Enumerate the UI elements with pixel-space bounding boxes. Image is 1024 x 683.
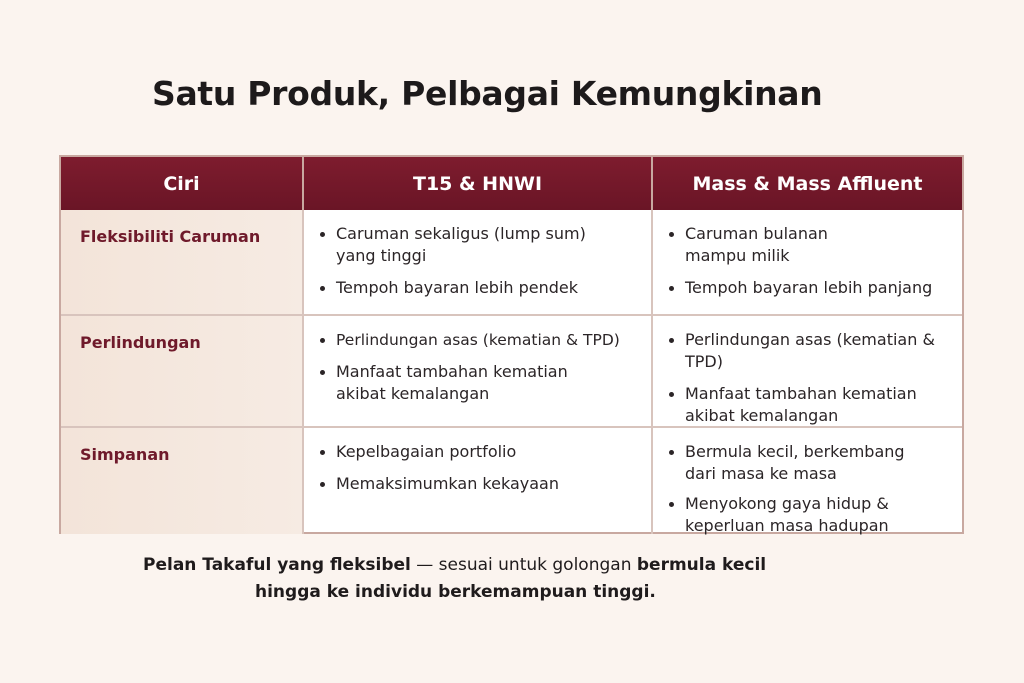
header-ciri: Ciri	[61, 157, 304, 210]
list-item: Caruman bulanan mampu milik	[667, 223, 847, 267]
footer-bold-1: Pelan Takaful yang fleksibel	[143, 555, 411, 575]
footer-bold-2: bermula kecil	[636, 555, 767, 575]
list-item: Caruman sekaligus (lump sum) yang tinggi	[318, 223, 618, 267]
cell-mass	[653, 316, 962, 426]
list-item: Menyokong gaya hidup & keperluan masa hadupan	[667, 493, 927, 537]
cell-t15	[304, 210, 653, 314]
list-item: Perlindungan asas (kematian & TPD)	[667, 329, 952, 373]
table-row	[61, 210, 962, 314]
comparison-table	[59, 155, 964, 534]
cell-t15	[304, 316, 653, 426]
list-item: Perlindungan asas (kematian & TPD)	[318, 329, 651, 351]
header-t15-hnwi: T15 & HNWI	[304, 157, 653, 210]
list-item: Bermula kecil, berkembang dari masa ke masa	[667, 441, 917, 485]
list-item: Tempoh bayaran lebih pendek	[318, 277, 651, 299]
page-title: Satu Produk, Pelbagai Kemungkinan	[152, 74, 823, 113]
cell-t15	[304, 428, 653, 534]
table-header	[61, 157, 962, 210]
table-row	[61, 426, 962, 534]
row-label-simpanan: Simpanan	[61, 428, 304, 534]
cell-mass	[653, 428, 962, 534]
row-label-perlindungan: Perlindungan	[61, 316, 304, 426]
footer-normal: — sesuai untuk golongan	[410, 555, 637, 575]
list-item: Kepelbagaian portfolio	[318, 441, 651, 463]
table-row	[61, 314, 962, 426]
footer-line-1	[143, 552, 766, 579]
cell-mass	[653, 210, 962, 314]
footer-line-2: hingga ke individu berkemampuan tinggi.	[255, 582, 656, 602]
list-item: Manfaat tambahan kematian akibat kemalangan	[667, 383, 952, 427]
list-item: Memaksimumkan kekayaan	[318, 473, 651, 495]
header-mass-affluent: Mass & Mass Affluent	[692, 172, 923, 195]
row-label-fleksibiliti: Fleksibiliti Caruman	[61, 210, 304, 314]
list-item: Tempoh bayaran lebih panjang	[667, 277, 962, 299]
list-item: Manfaat tambahan kematian akibat kemalangan	[318, 361, 588, 405]
